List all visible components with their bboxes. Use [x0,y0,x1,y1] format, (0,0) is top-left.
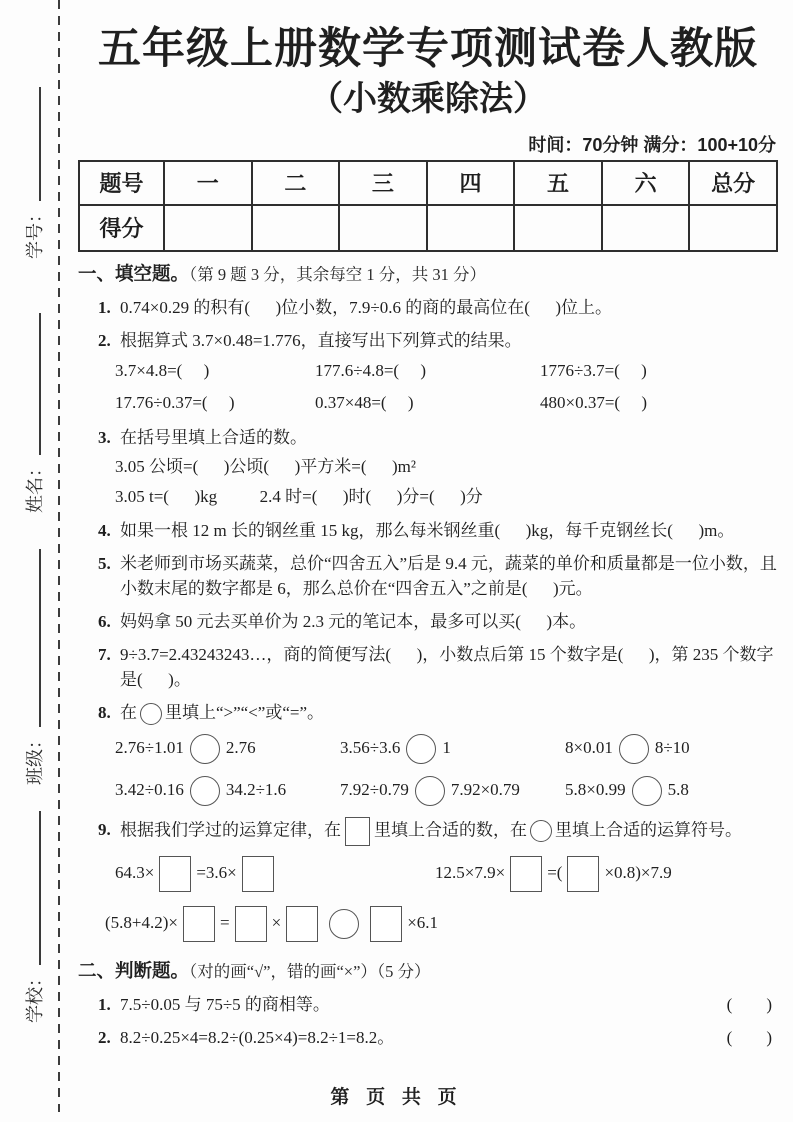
fill-circle-shape [329,909,359,939]
score-table-header-cell: 三 [339,161,427,205]
question-9 [78,817,778,846]
fill-circle-shape [140,703,162,725]
compare-item: 3.56÷3.6 1 [340,729,565,767]
calc-item: 17.76÷0.37=( ) [115,392,235,412]
fill-circle-shape [415,776,445,806]
section2-note: （对的画“√”，错的画“×”）（5 分） [189,961,431,981]
school-field [21,811,47,1023]
school-blank-line [27,811,41,965]
question-7 [78,642,778,692]
student-id-field [21,87,47,259]
question-number: 1. [98,994,111,1014]
fill-box-shape [510,856,542,892]
score-table-header-cell: 一 [164,161,252,205]
question-number: 6. [98,611,111,631]
score-table-score-row [79,205,777,251]
question-1 [78,295,778,320]
fill-box-shape [286,906,318,942]
score-table-header-cell: 总分 [689,161,777,205]
question-text: 米老师到市场买蔬菜，总价“四舍五入”后是 9.4 元，蔬菜的单价和质量都是一位小数，且小数末尾的数字都是 6，那么总价在“四舍五入”之前是( )元。 [120,553,777,598]
fill-box-shape [567,856,599,892]
fill-circle-shape [406,734,436,764]
question-3 [78,425,778,450]
student-name-blank-line [27,313,41,455]
question-number: 5. [98,553,111,573]
question-number: 1. [98,297,111,317]
question-text: 在括号里填上合适的数。 [120,427,307,447]
question-text: 如果一根 12 m 长的钢丝重 15 kg，那么每米钢丝重( )kg，每千克钢丝长( )m。 [120,520,735,540]
score-cell-empty [689,205,777,251]
score-cell-empty [602,205,690,251]
question-text: 根据算式 3.7×0.48=1.776，直接写出下列算式的结果。 [120,330,522,350]
question-text: 妈妈拿 50 元去买单价为 2.3 元的笔记本，最多可以买( )本。 [120,611,587,631]
score-table-header-cell: 四 [427,161,515,205]
question-text: 9÷3.7=2.43243243…，商的简便写法( )，小数点后第 15 个数字是( )，第 235 个数字是( )。 [120,644,774,689]
equation-item: 12.5×7.9× =( ×0.8)×7.9 [435,850,778,896]
question-number: 4. [98,520,111,540]
judge-question-2 [78,1025,778,1050]
answer-blank: ( ) [726,994,772,1014]
score-cell-empty [514,205,602,251]
question-number: 2. [98,1027,111,1047]
section2-title: 二、判断题。 [78,959,190,981]
compare-item: 5.8×0.99 5.8 [565,771,778,809]
score-table-header-row [79,161,777,205]
paper-title: 五年级上册数学专项测试卷人教版 [98,25,758,73]
score-table [78,160,778,252]
compare-item: 8×0.01 8÷10 [565,729,778,767]
calc-item: 1776÷3.7=( ) [540,360,647,380]
question-text: 8.2÷0.25×4=8.2÷(0.25×4)=8.2÷1=8.2。 [120,1027,395,1047]
score-table-header-cell: 二 [252,161,340,205]
fill-circle-shape [530,820,552,842]
student-id-blank-line [27,87,41,201]
score-cell-empty [252,205,340,251]
score-table-header-cell: 题号 [79,161,164,205]
score-cell-empty [427,205,515,251]
seal-dashed-line [58,0,60,1112]
fill-box-shape [345,817,370,846]
score-row-label: 得分 [79,205,164,251]
question-8-row2 [78,771,778,809]
page-footer: 第 页 共 页 [330,1087,463,1108]
section1-title: 一、填空题。 [78,262,190,284]
school-label: 学校： [25,969,45,1023]
question-2-answers-row1 [78,357,778,385]
fill-box-shape [159,856,191,892]
fill-circle-shape [190,776,220,806]
question-3-line2: 3.05 t=( )kg 2.4 时=( )时( )分=( )分 [115,486,483,506]
class-blank-line [27,549,41,727]
class-label: 班级： [25,731,45,785]
fill-circle-shape [632,776,662,806]
question-9-row1 [78,850,778,896]
fill-box-shape [242,856,274,892]
student-name-label: 姓名： [25,459,45,513]
calc-item: 480×0.37=( ) [540,392,647,412]
question-8 [78,700,778,725]
question-number: 3. [98,427,111,447]
student-name-field [21,313,47,513]
calc-item: 177.6÷4.8=( ) [315,360,426,380]
section2-heading [78,959,778,984]
question-9-row2 [78,900,778,946]
equation-item: (5.8+4.2)× = × ×6.1 [105,900,778,946]
equation-item: 64.3× =3.6× [115,850,435,896]
calc-item: 3.7×4.8=( ) [115,360,210,380]
question-number: 7. [98,644,111,664]
fill-box-shape [370,906,402,942]
question-text: 根据我们学过的运算定律，在 里填上合适的数，在 里填上合适的运算符号。 [120,817,778,846]
question-8-row1 [78,729,778,767]
paper-subtitle: （小数乘除法） [309,79,547,118]
compare-item: 3.42÷0.16 34.2÷1.6 [115,771,340,809]
question-6 [78,609,778,634]
compare-item: 2.76÷1.01 2.76 [115,729,340,767]
fill-box-shape [183,906,215,942]
fill-circle-shape [619,734,649,764]
answer-blank: ( ) [726,1027,772,1047]
judge-question-1 [78,992,778,1017]
paper-content [78,0,778,1050]
question-4 [78,518,778,543]
question-5 [78,551,778,601]
section1-heading [78,262,778,287]
question-text: 7.5÷0.05 与 75÷5 的商相等。 [120,994,330,1014]
section1-note: （第 9 题 3 分，其余每空 1 分，共 31 分） [189,264,487,284]
question-text: 0.74×0.29 的积有( )位小数，7.9÷0.6 的商的最高位在( )位上。 [120,297,613,317]
time-and-score-info: 时间：70分钟 满分：100+10分 [528,134,776,155]
student-id-label: 学号： [25,205,45,259]
fill-circle-shape [190,734,220,764]
score-cell-empty [339,205,427,251]
calc-item: 0.37×48=( ) [315,392,414,412]
question-number: 8. [98,702,111,722]
class-field [21,549,47,785]
question-2 [78,328,778,353]
question-number: 2. [98,330,111,350]
score-cell-empty [164,205,252,251]
question-3-line1: 3.05 公顷=( )公顷( )平方米=( )m² [115,456,416,476]
question-number: 9. [98,819,111,839]
compare-item: 7.92÷0.79 7.92×0.79 [340,771,565,809]
question-text: 在 里填上“>”“<”或“=”。 [120,700,778,725]
score-table-header-cell: 五 [514,161,602,205]
score-table-header-cell: 六 [602,161,690,205]
question-2-answers-row2 [78,389,778,417]
fill-box-shape [235,906,267,942]
